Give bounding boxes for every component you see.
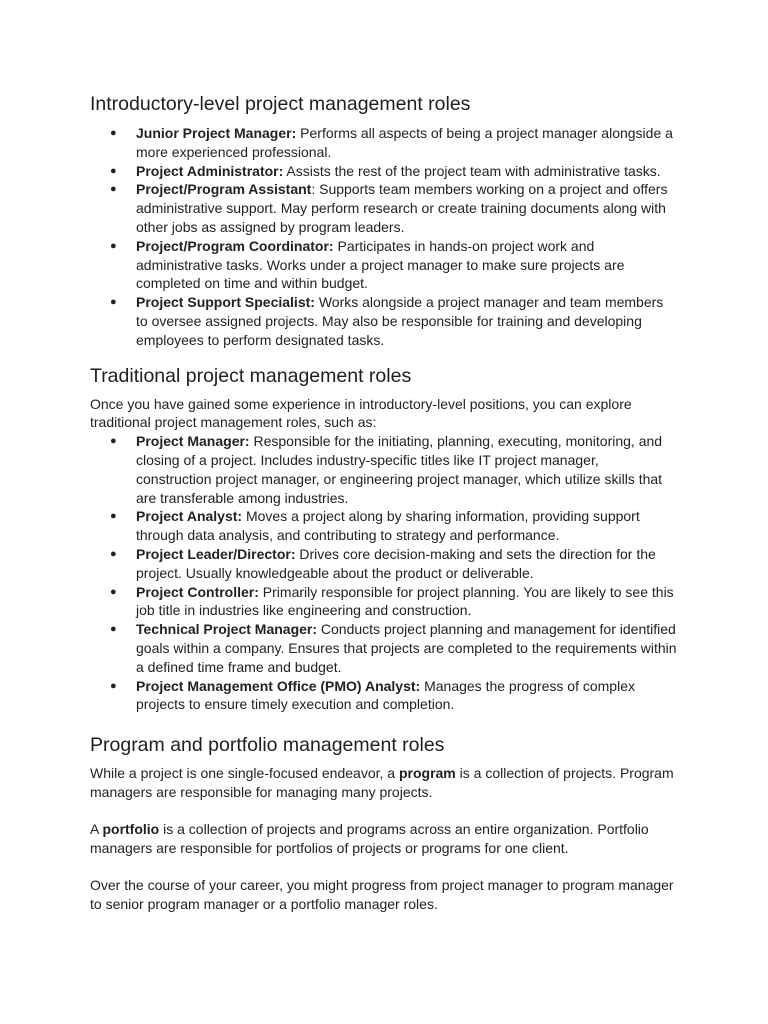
list-item [90,162,678,181]
role-description: Primarily responsible for project planning. You are likely to see this job title in industries like engineering and construction. [136,583,674,619]
portfolio-paragraph [90,820,678,858]
role-description: Conducts project planning and management for identified goals within a company. Ensures that projects are completed to the requirements within a defined time frame and budget. [136,621,677,675]
paragraph-text: is a collection of projects. Program managers are responsible for managing many projects. [90,765,674,800]
role-description: Moves a project along by sharing information, providing support through data analysis, and contributing to strategy and performance. [136,508,640,544]
list-item [90,507,678,545]
list-item [90,124,678,162]
role-description: Drives core decision-making and sets the direction for the project. Usually knowledgeable about the product or deliverable. [136,545,656,581]
role-term: Project Administrator: [136,162,284,179]
role-term: Project Analyst: [136,508,243,525]
role-description: Manages the progress of complex projects to ensure timely execution and completion. [136,677,635,713]
traditional-roles-list [90,432,678,714]
role-description: Performs all aspects of being a project manager alongside a more experienced professional. [136,125,673,160]
list-item [90,583,678,621]
role-term: Junior Project Manager: [136,125,297,141]
paragraph-text: is a collection of projects and programs across an entire organization. Portfolio managers are responsible for portfolios of projects or programs for one client. [90,821,649,857]
role-description: : Supports team members working on a project and offers administrative support. May perform research or create training documents along with other jobs as assigned by program leaders. [136,181,668,235]
introductory-roles-list [90,124,678,350]
role-term: Project Support Specialist: [136,294,315,311]
list-item [90,677,678,715]
role-term: Project Leader/Director: [136,545,296,562]
list-item [90,293,678,349]
role-description: Participates in hands-on project work and administrative tasks. Works under a project manager to make sure projects are completed on time and within budget. [136,237,625,292]
paragraph-text: While a project is one single-focused endeavor, a [90,765,399,782]
portfolio-term: portfolio [102,821,160,838]
role-description: Assists the rest of the project team with administrative tasks. [283,162,661,179]
section-heading-program-portfolio: Program and portfolio management roles [90,734,445,757]
program-term: program [398,765,456,782]
section-heading-introductory: Introductory-level project management roles [90,93,471,115]
section-heading-traditional: Traditional project management roles [90,364,412,387]
paragraph-text: A [90,821,103,838]
program-paragraph [90,764,678,802]
role-term: Project Management Office (PMO) Analyst: [136,677,421,694]
role-term: Project Manager: [136,433,250,450]
role-description: Works alongside a project manager and team members to oversee assigned projects. May also be responsible for training and developing employees to perform designated tasks. [136,294,664,348]
role-term: Project/Program Coordinator: [136,237,334,254]
role-term: Technical Project Manager: [136,621,318,638]
role-term: Project/Program Assistant [136,181,312,198]
section-intro-paragraph: Once you have gained some experience in introductory-level positions, you can explore traditional project management roles, such as: [90,395,632,431]
list-item [90,180,678,236]
role-description: Responsible for the initiating, planning, executing, monitoring, and closing of a project. Includes industry-specific titles like IT project manager, construction project manager, or engineering project manager, which utilize skills that are transferable among industries. [136,433,663,506]
career-progression-paragraph: Over the course of your career, you might progress from project manager to program manager to senior program manager or a portfolio manager roles. [90,877,674,913]
list-item [90,545,678,583]
role-term: Project Controller: [136,583,259,600]
list-item [90,620,678,676]
list-item [90,237,678,293]
list-item [90,432,678,507]
